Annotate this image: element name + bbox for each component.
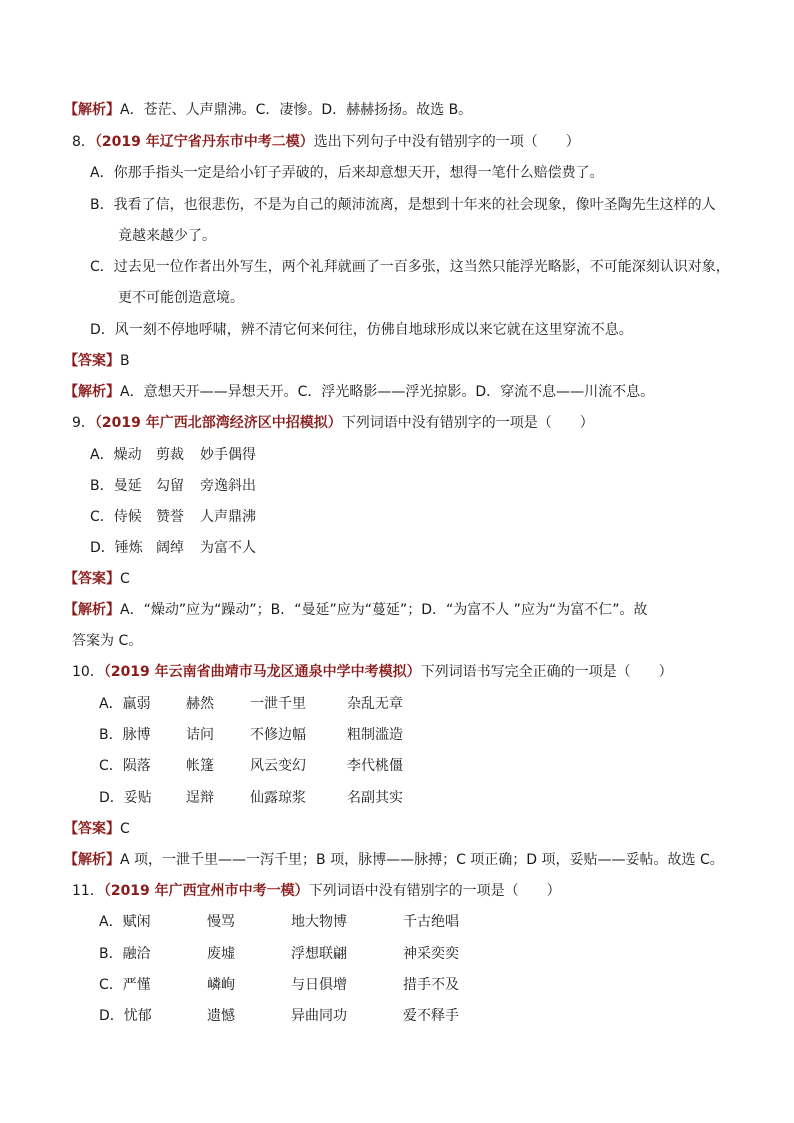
option-word: B．脉博 — [99, 727, 151, 743]
question-stem: 下列词语中没有错别字的一项是（ ） — [308, 883, 561, 899]
option-word: 异曲同功 — [291, 1008, 347, 1024]
option-word: 措手不及 — [403, 977, 459, 993]
option-word: 阔绰 — [156, 540, 184, 556]
question-source: （2019 年广西宜州市中考一模） — [103, 883, 309, 899]
option-word: 遗憾 — [207, 1008, 235, 1024]
analysis-text: A 项，一泄千里——一泻千里；B 项，脉博——脉搏；C 项正确；D 项，妥贴——妥帖。故选 C。 — [120, 852, 724, 868]
analysis-tag: 【解析】 — [64, 384, 120, 400]
q8-option-c-cont: 更不可能创造意境。 — [118, 290, 244, 306]
q10-analysis — [64, 850, 724, 870]
option-word: 粗制滥造 — [347, 727, 403, 743]
q10-answer — [64, 819, 130, 839]
option-word: 诘问 — [186, 727, 214, 743]
question-number: 11． — [72, 883, 104, 899]
q8-option-d: D．风一刻不停地呼啸，辨不清它何来何往，仿佛自地球形成以来它就在这里穿流不息。 — [90, 322, 633, 338]
option-word: 浮想联翩 — [291, 946, 347, 962]
analysis-text: A．苍茫、人声鼎沸。C．凄惨。D．赫赫扬扬。故选 B。 — [120, 102, 473, 118]
question-stem: 下列词语书写完全正确的一项是（ ） — [420, 664, 673, 680]
option-word: 爱不释手 — [403, 1008, 459, 1024]
question-source: （2019 年广西北部湾经济区中招模拟） — [94, 415, 342, 431]
answer-tag: 【答案】 — [64, 353, 120, 369]
option-word: 千古绝唱 — [403, 914, 459, 930]
answer-tag: 【答案】 — [64, 571, 120, 587]
q8-analysis — [64, 382, 654, 402]
q9-analysis — [64, 600, 647, 620]
option-word: D．锤炼 — [90, 540, 143, 556]
option-word: B．融洽 — [99, 946, 151, 962]
answer-value: C — [120, 821, 130, 837]
option-word: 逞辩 — [186, 790, 214, 806]
answer-tag: 【答案】 — [64, 821, 120, 837]
analysis-text: A．“燥动”应为“躁动”；B．“曼延”应为“蔓延”；D．“为富不人 ”应为“为富不仁”。故 — [120, 602, 648, 618]
q11-stem — [72, 881, 561, 901]
question-stem: 下列词语中没有错别字的一项是（ ） — [341, 415, 594, 431]
question-source: （2019 年辽宁省丹东市中考二模） — [94, 134, 314, 150]
q8-option-b-cont: 竟越来越少了。 — [118, 228, 216, 244]
analysis-tag: 【解析】 — [64, 852, 120, 868]
question-source: （2019 年云南省曲靖市马龙区通泉中学中考模拟） — [103, 664, 421, 680]
option-word: 杂乱无章 — [347, 696, 403, 712]
option-word: C．陨落 — [99, 758, 151, 774]
q8-option-a: A．你那手指头一定是给小钉子弄破的，后来却意想天开，想得一笔什么赔偿费了。 — [90, 165, 604, 181]
option-word: 赫然 — [186, 696, 214, 712]
option-word: B．曼延 — [90, 478, 142, 494]
option-word: 废墟 — [207, 946, 235, 962]
option-word: 赞誉 — [156, 509, 184, 525]
analysis-tag: 【解析】 — [64, 602, 120, 618]
q8-option-c: C．过去见一位作者出外写生，两个礼拜就画了一百多张，这当然只能浮光略影，不可能深刻认识对象， — [90, 259, 730, 275]
q9-answer — [64, 569, 130, 589]
option-word: 剪裁 — [156, 447, 184, 463]
q8-stem — [72, 132, 580, 152]
option-word: A．羸弱 — [99, 696, 151, 712]
option-word: 嶙峋 — [207, 977, 235, 993]
question-stem: 选出下列句子中没有错别字的一项（ ） — [313, 134, 580, 150]
answer-value: C — [120, 571, 130, 587]
option-word: 仙露琼浆 — [250, 790, 306, 806]
option-word: 妙手偶得 — [200, 447, 256, 463]
q9-stem — [72, 413, 594, 433]
q9-analysis-cont: 答案为 C。 — [72, 633, 143, 649]
option-word: 李代桃僵 — [347, 758, 403, 774]
q10-stem — [72, 662, 673, 682]
option-word: 不修边幅 — [250, 727, 306, 743]
question-number: 8． — [72, 134, 95, 150]
option-word: 慢骂 — [207, 914, 235, 930]
option-word: 一泄千里 — [250, 696, 306, 712]
option-word: C．侍候 — [90, 509, 142, 525]
option-word: D．妥贴 — [99, 790, 152, 806]
analysis-tag: 【解析】 — [64, 102, 120, 118]
option-word: 帐篷 — [186, 758, 214, 774]
question-number: 10． — [72, 664, 104, 680]
q7-analysis — [64, 100, 472, 120]
option-word: 勾留 — [156, 478, 184, 494]
option-word: 为富不人 — [200, 540, 256, 556]
option-word: 名副其实 — [347, 790, 403, 806]
option-word: C．严慬 — [99, 977, 151, 993]
q8-option-b: B．我看了信，也很悲伤，不是为自己的颠沛流离，是想到十年来的社会现象，像叶圣陶先生这样的人 — [90, 197, 716, 213]
option-word: 神采奕奕 — [403, 946, 459, 962]
question-number: 9． — [72, 415, 95, 431]
option-word: 地大物博 — [291, 914, 347, 930]
option-word: 风云变幻 — [250, 758, 306, 774]
q8-answer — [64, 351, 130, 371]
option-word: 人声鼎沸 — [200, 509, 256, 525]
option-word: D．忧郁 — [99, 1008, 152, 1024]
option-word: 与日俱增 — [291, 977, 347, 993]
answer-value: B — [120, 353, 130, 369]
option-word: A．燥动 — [90, 447, 142, 463]
option-word: 旁逸斜出 — [200, 478, 256, 494]
analysis-text: A．意想天开——异想天开。C．浮光略影——浮光掠影。D．穿流不息——川流不息。 — [120, 384, 655, 400]
option-word: A．赋闲 — [99, 914, 151, 930]
